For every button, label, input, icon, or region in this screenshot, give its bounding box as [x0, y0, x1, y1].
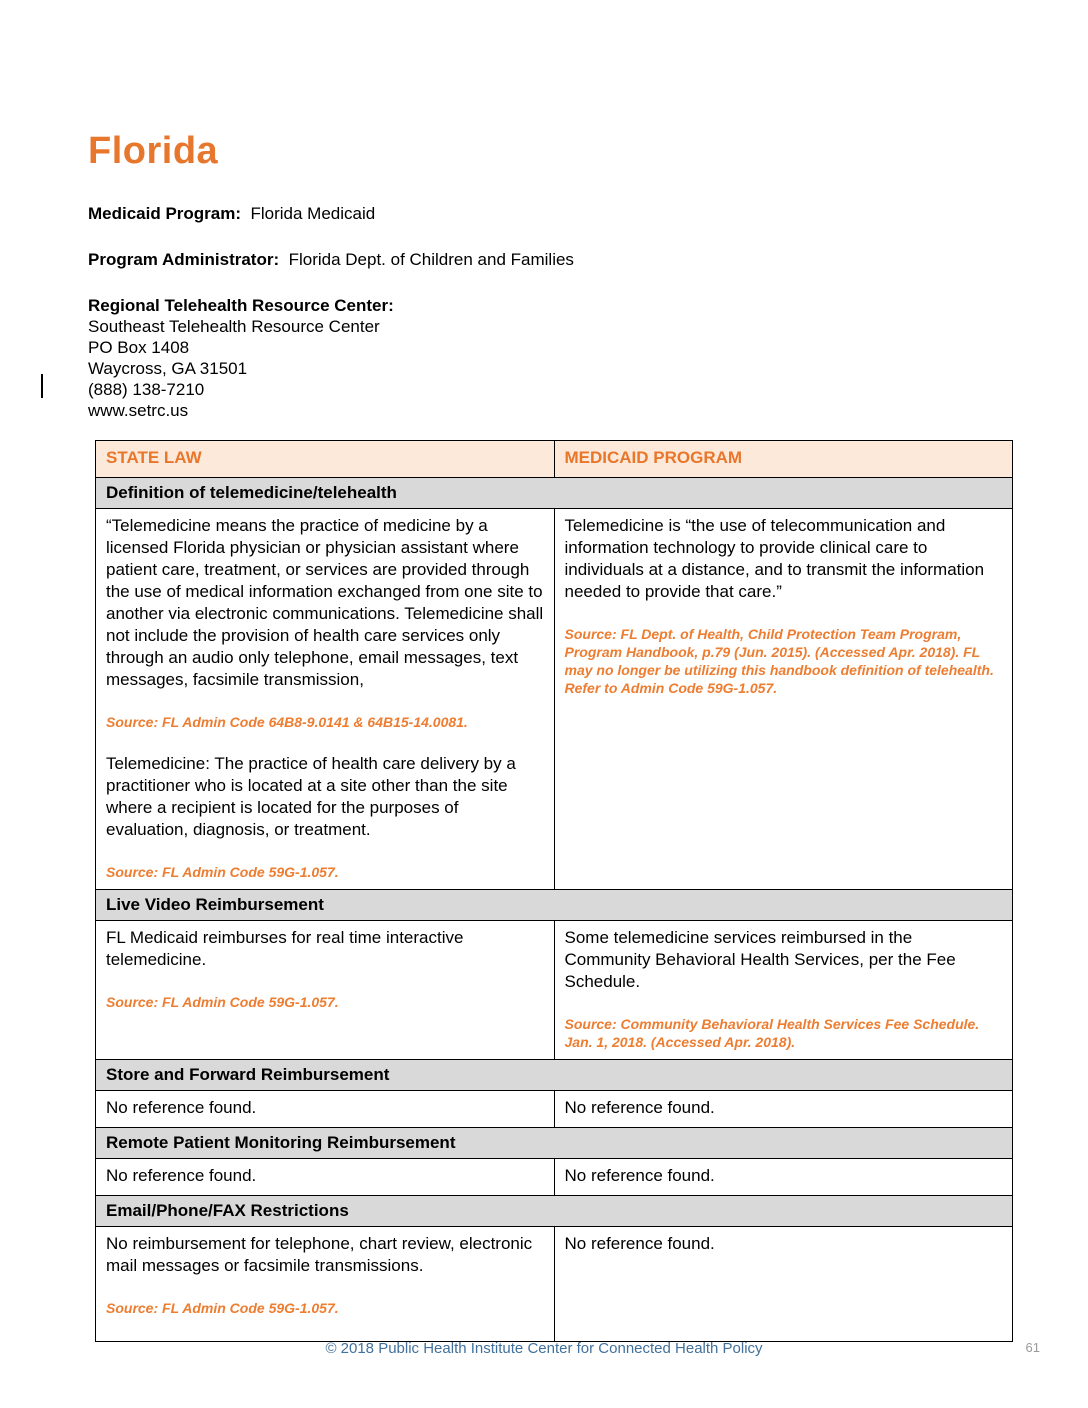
cell-paragraph: Telemedicine is “the use of telecommunication and information technology to provide clinical care to individuals at a distance, and to transmit the information needed to provide that care.”	[564, 516, 985, 601]
state-law-cell-email-phone-fax	[96, 1227, 555, 1342]
resource-center-website: www.setrc.us	[88, 401, 189, 420]
cell-paragraph: No reference found.	[564, 1098, 715, 1117]
page-header	[88, 130, 928, 421]
resource-center-block	[88, 295, 928, 421]
cell-paragraph: No reference found.	[564, 1166, 715, 1185]
section-row-rpm	[96, 1128, 1013, 1159]
medicaid-program-value: Florida Medicaid	[250, 204, 376, 223]
resource-center-po-box: PO Box 1408	[88, 338, 190, 357]
cell-paragraph: No reference found.	[564, 1234, 715, 1253]
cell-paragraph: Telemedicine: The practice of health care delivery by a practitioner who is located at a site other than the site where a recipient is located for the purposes of evaluation, diagnosis, or treatment.	[106, 754, 516, 839]
content-row-store-forward	[96, 1091, 1013, 1128]
source-citation: Source: FL Admin Code 64B8-9.0141 & 64B15-14.0081.	[106, 714, 468, 730]
content-row-rpm	[96, 1159, 1013, 1196]
medicaid-cell-rpm	[554, 1159, 1013, 1196]
source-citation: Source: FL Dept. of Health, Child Protection Team Program, Program Handbook, p.79 (Jun. 2015). (Accessed Apr. 2018). FL may no longer be utilizing this handbook definition of telehealth. Refer to Admin Code 59G-1.057.	[564, 626, 994, 696]
resource-center-name: Southeast Telehealth Resource Center	[88, 317, 380, 336]
section-row-store-forward	[96, 1060, 1013, 1091]
cell-paragraph: “Telemedicine means the practice of medicine by a licensed Florida physician or physician assistant where patient care, treatment, or services are provided through the use of medical information exchanged from one site to another via electronic communications. Telemedicine shall not include the provision of health care services only through an audio only telephone, email messages, text messages, facsimile transmission,	[106, 516, 544, 689]
state-law-cell-live-video	[96, 921, 555, 1060]
content-row-email-phone-fax	[96, 1227, 1013, 1342]
cell-paragraph: Some telemedicine services reimbursed in the Community Behavioral Health Services, per the Fee Schedule.	[564, 928, 956, 991]
resource-center-label: Regional Telehealth Resource Center:	[88, 296, 394, 315]
source-citation: Source: FL Admin Code 59G-1.057.	[106, 864, 339, 880]
program-administrator-label: Program Administrator:	[88, 250, 280, 269]
revision-change-bar	[41, 374, 43, 398]
cell-paragraph: No reference found.	[106, 1166, 257, 1185]
state-law-cell-rpm	[96, 1159, 555, 1196]
section-heading-store-forward: Store and Forward Reimbursement	[96, 1060, 1013, 1091]
resource-center-phone: (888) 138-7210	[88, 380, 205, 399]
medicaid-cell-definition	[554, 509, 1013, 890]
cell-paragraph: No reimbursement for telephone, chart review, electronic mail messages or facsimile transmissions.	[106, 1234, 533, 1275]
section-row-live-video	[96, 890, 1013, 921]
medicaid-cell-email-phone-fax	[554, 1227, 1013, 1342]
policy-comparison-table	[95, 440, 1013, 1342]
program-administrator-value: Florida Dept. of Children and Families	[288, 250, 574, 269]
source-citation: Source: Community Behavioral Health Services Fee Schedule. Jan. 1, 2018. (Accessed Apr. 2018).	[564, 1016, 980, 1050]
section-heading-email-phone-fax: Email/Phone/FAX Restrictions	[96, 1196, 1013, 1227]
medicaid-program-field	[88, 203, 928, 224]
medicaid-cell-store-forward	[554, 1091, 1013, 1128]
section-row-email-phone-fax	[96, 1196, 1013, 1227]
footer-copyright: © 2018 Public Health Institute Center for Connected Health Policy	[325, 1340, 763, 1357]
source-citation: Source: FL Admin Code 59G-1.057.	[106, 994, 339, 1010]
column-header-medicaid-program: MEDICAID PROGRAM	[554, 441, 1013, 478]
cell-paragraph: FL Medicaid reimburses for real time interactive telemedicine.	[106, 928, 464, 969]
resource-center-city: Waycross, GA 31501	[88, 359, 248, 378]
medicaid-cell-live-video	[554, 921, 1013, 1060]
medicaid-program-label: Medicaid Program:	[88, 204, 242, 223]
state-law-cell-definition	[96, 509, 555, 890]
source-citation: Source: FL Admin Code 59G-1.057.	[106, 1300, 339, 1316]
section-heading-rpm: Remote Patient Monitoring Reimbursement	[96, 1128, 1013, 1159]
page-title: Florida	[88, 130, 219, 172]
content-row-definition	[96, 509, 1013, 890]
column-header-state-law: STATE LAW	[96, 441, 555, 478]
cell-paragraph: No reference found.	[106, 1098, 257, 1117]
section-heading-definition: Definition of telemedicine/telehealth	[96, 478, 1013, 509]
section-row-definition	[96, 478, 1013, 509]
table-header-row	[96, 441, 1013, 478]
page-number: 61	[1025, 1340, 1040, 1355]
program-administrator-field	[88, 249, 928, 270]
state-law-cell-store-forward	[96, 1091, 555, 1128]
section-heading-live-video: Live Video Reimbursement	[96, 890, 1013, 921]
content-row-live-video	[96, 921, 1013, 1060]
